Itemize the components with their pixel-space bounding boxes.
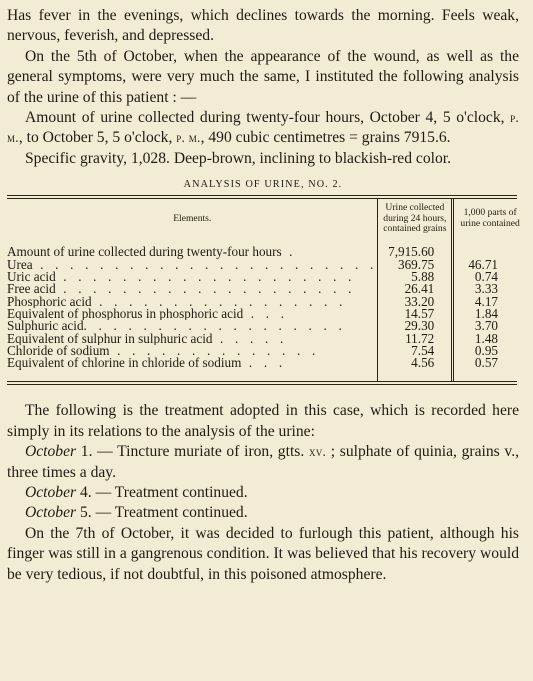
entry-dose: xv. — [308, 444, 327, 460]
row-leader-dots: . . . . . . . . . . . . . . . . . . . . — [55, 271, 356, 284]
paragraph-treatment-intro: The following is the treatment adopted in this case, which is recorded here simply in its relations to the analysis of the urine: — [7, 402, 519, 440]
table-title: ANALYSIS OF URINE, NO. 2. — [183, 179, 343, 191]
table-row — [7, 308, 526, 320]
paragraph-furlough: On the 7th of October, it was decided to furlough this patient, although his finger was still in a gangrenous condition. It was believed that his recovery would be very tedious, if not doubtful, in this poisoned atmosphere. — [7, 524, 519, 583]
entry-text: 4. — Treatment continued. — [76, 484, 248, 502]
row-value-per-thousand: 0.74 — [474, 269, 498, 285]
table-row — [7, 357, 526, 381]
entry-date: October — [25, 504, 77, 522]
table-body — [7, 240, 526, 381]
amount-text-mid: , to October 5, 5 o'clock, — [18, 129, 177, 147]
row-value-per-thousand: 1.48 — [474, 330, 498, 346]
paragraph-fever: Has fever in the evenings, which declines towards the morning. Feels weak, nervous, feverish, and depressed. — [7, 7, 519, 45]
row-leader-dots: . — [281, 244, 297, 259]
row-value-grains: 29.30 — [378, 320, 453, 332]
row-element-name — [7, 283, 378, 295]
entry-text: 1. — Tincture muriate of iron, gtts. — [76, 443, 309, 461]
row-element-name — [7, 296, 378, 308]
row-element-label: Equivalent of sulphur in sulphuric acid — [7, 332, 213, 345]
table-row — [7, 259, 526, 271]
row-value-grains: 11.72 — [378, 333, 453, 345]
paragraph-specific-gravity: Specific gravity, 1,028. Deep-brown, inclining to blackish-red color. — [25, 149, 451, 167]
table-row — [7, 333, 526, 345]
row-value-grains: 369.75 — [378, 259, 453, 271]
treatment-entry — [7, 483, 519, 503]
table-row — [7, 240, 526, 258]
row-value-grains: 7.54 — [378, 345, 453, 357]
row-value-per-thousand: 0.95 — [474, 342, 498, 358]
time-pm-1: p. m. — [7, 110, 519, 146]
row-element-label: Equivalent of phosphorus in phosphoric acid — [7, 307, 244, 321]
row-leader-dots: . . . — [243, 307, 289, 321]
row-value-per-thousand: 0.57 — [474, 355, 498, 371]
row-value-per-thousand: 3.70 — [474, 318, 498, 334]
row-element-label: Phosphoric acid — [7, 295, 92, 308]
row-value-per-thousand: 4.17 — [474, 293, 498, 309]
table-row — [7, 283, 526, 295]
analysis-table — [7, 199, 526, 381]
row-element-label: Equivalent of chlorine in chloride of sodium — [7, 357, 242, 371]
paragraph-october-fifth: On the 5th of October, when the appearance of the wound, as well as the general symptoms, were very much the same, I instituted the following analysis of the urine of this patient : — — [7, 47, 519, 106]
amount-text-pre: Amount of urine collected during twenty-four hours, October 4, 5 o'clock, — [25, 109, 511, 127]
row-value-grains: 7,915.60 — [378, 240, 453, 258]
header-thousand-parts: 1,000 parts of urine contained — [460, 207, 520, 229]
amount-text-post: , 490 cubic centimetres = grains 7915.6. — [200, 129, 451, 147]
entry-text-rest: ; sulphate of quinia, grains v., three times a day. — [7, 443, 520, 481]
row-element-name — [7, 240, 378, 258]
row-leader-dots: . . . . . — [212, 332, 288, 345]
treatment-entry — [7, 503, 519, 523]
row-leader-dots: . . . . . . . . . . . . . . . . . — [91, 295, 347, 308]
table-row — [7, 271, 526, 283]
paragraph-amount — [7, 108, 519, 149]
row-element-label: Uric acid — [7, 271, 56, 284]
row-element-label: Sulphuric acid — [7, 320, 84, 333]
row-value-grains: 26.41 — [378, 283, 453, 295]
treatment-entries — [7, 442, 519, 524]
header-elements: Elements. — [173, 212, 212, 224]
row-element-name — [7, 259, 378, 271]
entry-date: October — [25, 443, 77, 461]
row-element-label: Chloride of sodium — [7, 344, 110, 358]
row-value-per-thousand: 1.84 — [474, 305, 498, 321]
row-value-per-thousand: 46.71 — [468, 256, 498, 272]
table-row — [7, 345, 526, 357]
row-element-name — [7, 271, 378, 283]
entry-text: 5. — Treatment continued. — [76, 504, 248, 522]
row-leader-dots: . . . — [241, 357, 287, 371]
row-value-per-thousand: 3.33 — [474, 281, 498, 297]
row-element-name — [7, 320, 378, 332]
table-row — [7, 320, 526, 332]
table-bottom-rule — [7, 381, 517, 385]
row-element-label: Free acid — [7, 283, 56, 296]
table-row — [7, 296, 526, 308]
row-leader-dots: . . . . . . . . . . . . . . . . . . — [83, 320, 346, 333]
row-element-label: Urea — [7, 258, 33, 272]
row-value-grains: 4.56 — [378, 357, 453, 381]
row-leader-dots: . . . . . . . . . . . . . . — [109, 344, 320, 358]
row-value-grains: 5.88 — [378, 271, 453, 283]
row-value-grains: 33.20 — [378, 296, 453, 308]
row-leader-dots: . . . . . . . . . . . . . . . . . . . . . . . — [32, 258, 378, 272]
header-urine-collected: Urine collected during 24 hours, contained grains — [378, 199, 453, 240]
row-element-name — [7, 308, 378, 320]
table-header-row — [7, 199, 526, 240]
row-leader-dots: . . . . . . . . . . . . . . . . . . . . — [55, 283, 356, 296]
row-value-grains: 14.57 — [378, 308, 453, 320]
entry-date: October — [25, 484, 77, 502]
row-element-name — [7, 333, 378, 345]
row-element-name — [7, 345, 378, 357]
treatment-entry — [7, 442, 519, 483]
time-pm-2: p. m. — [176, 130, 201, 146]
row-element-label: Amount of urine collected during twenty-four hours — [7, 244, 282, 259]
row-element-name — [7, 357, 378, 381]
